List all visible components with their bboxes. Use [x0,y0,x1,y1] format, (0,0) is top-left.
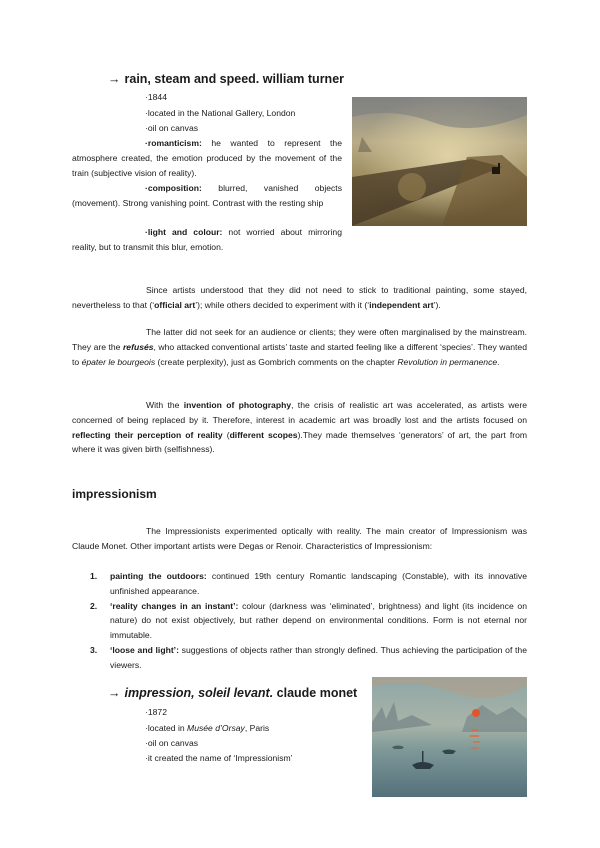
turner-heading-text: rain, steam and speed. william turner [124,72,345,86]
paragraph-refuses [72,325,527,369]
independent-art-term: independent art [369,299,434,310]
para3-text-3: ( [222,429,230,440]
list-item-text: continued 19th century Romantic landscaping (Constable), with its innovative unfinished appearance. [110,571,527,596]
impressionism-characteristics-list [72,569,527,673]
para1-text-3: ’). [433,299,441,310]
musee-orsay: Musée d’Orsay [187,723,245,733]
composition-text: blurred, vanished objects (movement). Strong vanishing point. Contrast with the resting ship [72,183,342,208]
para2-text-1: The latter did not seek for an audience or clients; they were often marginalised by the mainstream. They are the [72,327,527,352]
list-item-label: ‘loose and light’: [110,644,179,655]
impressionism-title: impressionism [72,487,157,501]
monet-heading [108,686,357,700]
scopes-term: different scopes [229,429,298,440]
monet-heading-text: claude monet [273,686,358,700]
list-number: 3. [90,644,98,655]
list-item-text: suggestions of objects rather than strongly defined. Thus achieving the participation of the viewers. [110,644,527,670]
para1-text-2: ’); while others decided to experiment with it (‘ [195,299,370,310]
monet-name-origin: ·it created the name of ‘Impressionism’ [145,753,293,763]
list-item [72,643,527,673]
para3-text-2: , the crisis of realistic art was accelerated, as artists were concerned of being replaced by it. Therefore, interest in academic art was broadly lost and the artists focused on [72,400,527,425]
monet-medium: ·oil on canvas [145,738,199,748]
monet-location [145,721,269,736]
turner-heading [108,72,344,86]
para2-text-2: , who attacked conventional artists’ taste and started feeling like a different ‘species’. They wanted to [72,341,527,367]
monet-year: ·1872 [145,707,167,717]
list-item-text: colour (darkness was ‘eliminated’, brightness) and light (its incidence on nature) do not exist objectively, but rather depend on environmental conditions. Form is not eternal nor immutable. [110,600,527,641]
romanticism-text: he wanted to represent the atmosphere created, the emotion produced by the movement of the train (subjective vision of reality). [72,138,342,178]
monet-location-post: , Paris [244,723,270,733]
paragraph-official-art [72,283,527,313]
turner-location: ·located in the National Gallery, London [145,108,296,118]
refuses-term: refusés [122,341,154,352]
romanticism-label: ·romanticism: [145,138,202,148]
para3-text-1: With the [146,400,184,410]
para2-text-4: . [497,356,500,367]
revolution-term: Revolution in permanence [397,356,498,367]
epater-term: épater le bourgeois [81,356,156,367]
impression-soleil-levant-painting [372,677,527,797]
list-number: 2. [90,600,98,611]
para1-text-1: Since artists understood that they did not need to stick to traditional painting, some stayed, nevertheless to that (‘ [72,285,527,310]
light-text: not worried about mirroring reality, but to transmit this blur, emotion. [72,227,342,252]
rain-steam-speed-painting [352,97,527,226]
turner-composition [72,181,342,211]
list-item [72,599,527,643]
list-item-label: ‘reality changes in an instant’: [110,600,239,611]
impressionism-intro: The Impressionists experimented optically with reality. The main creator of Impressionism was Claude Monet. Other important artists were Degas or Renoir. Characteristics of Impressionism: [72,526,527,551]
monet-location-pre: ·located in [145,723,188,733]
turner-romanticism [72,136,342,180]
turner-light [72,225,342,255]
official-art-term: official art [154,299,196,310]
perception-term: reflecting their perception of reality [72,429,223,440]
turner-year: ·1844 [145,92,167,102]
photography-term: invention of photography [183,400,292,410]
arrow-icon: → [108,686,121,700]
composition-label: ·composition: [145,183,202,193]
light-label: ·light and colour: [145,227,223,237]
list-number: 1. [90,571,98,581]
arrow-icon: → [108,72,121,86]
para3-text-4: ).They made themselves ‘generators’ of art, the part from where it was given birth (selfishness). [72,429,528,455]
para2-text-3: (create perplexity), just as Gombrich comments on the chapter [155,356,398,367]
turner-medium: ·oil on canvas [145,123,199,133]
list-item [72,569,527,599]
monet-heading-italic: impression, soleil levant. [124,686,274,700]
paragraph-photography [72,398,527,457]
list-item-label: painting the outdoors: [110,571,207,581]
